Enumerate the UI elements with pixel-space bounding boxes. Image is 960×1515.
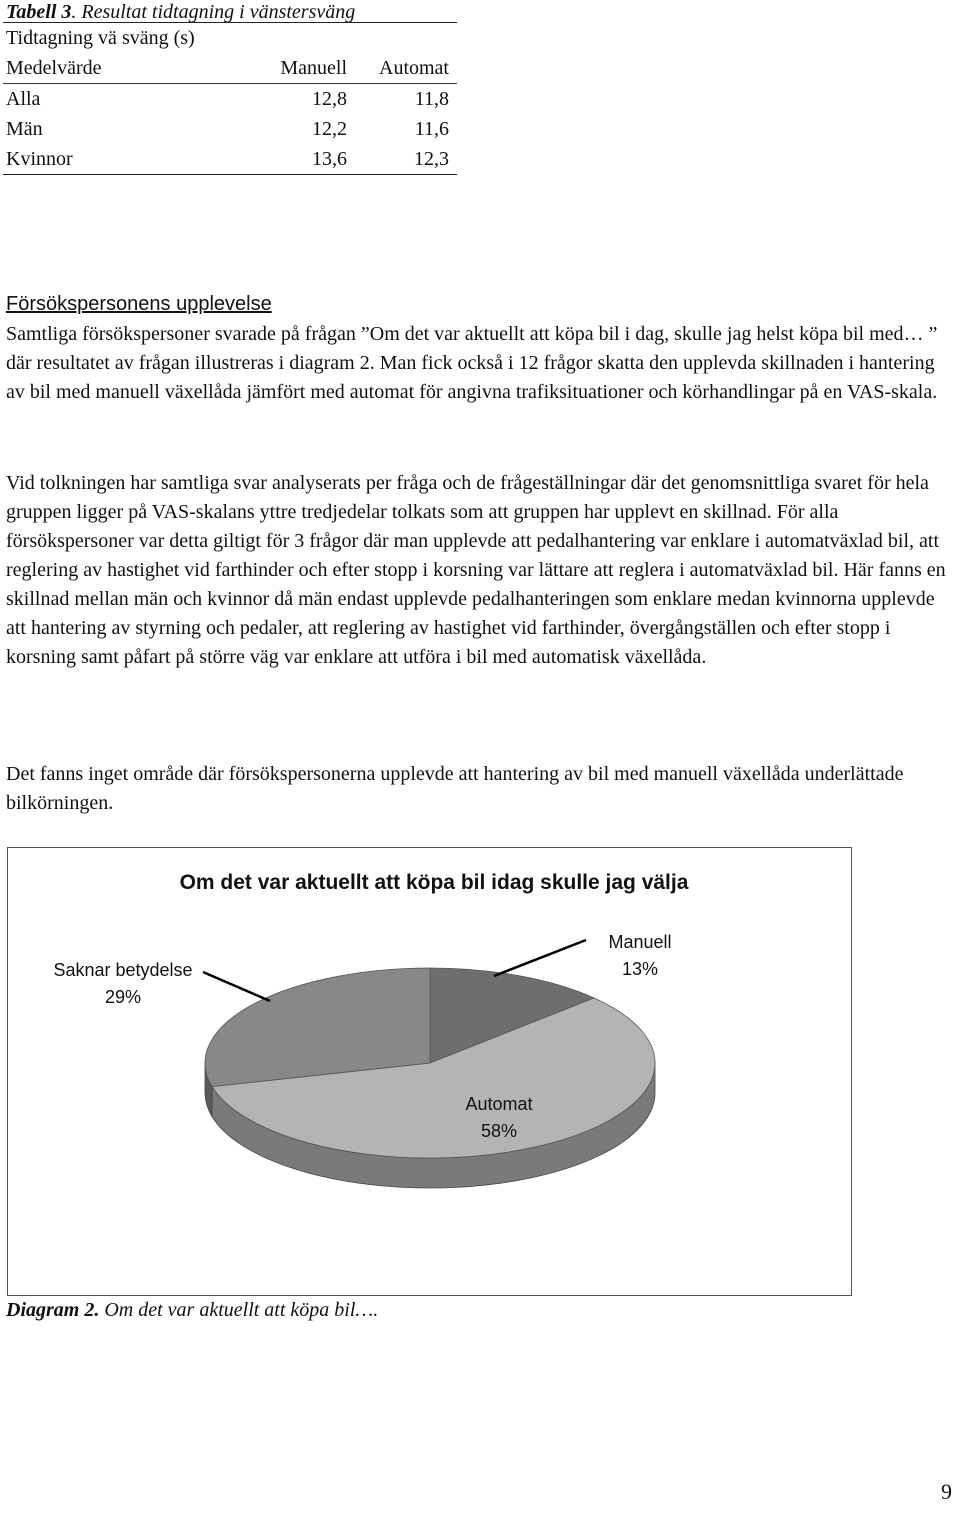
table-cell: 11,8	[414, 88, 449, 110]
table-cell: 12,8	[312, 88, 347, 110]
section-heading: Försökspersonens upplevelse	[6, 293, 272, 315]
pie-top-group	[205, 968, 655, 1158]
table-header-cell: Manuell	[280, 57, 347, 79]
diagram-caption-label: Diagram 2.	[6, 1299, 100, 1321]
table-caption	[6, 0, 355, 24]
table-caption-label: Tabell 3	[6, 1, 72, 23]
table-header-title: Tidtagning vä sväng (s)	[6, 27, 195, 49]
table-caption-text: . Resultat tidtagning i vänstersväng	[71, 1, 356, 23]
results-table	[3, 22, 457, 175]
table-header-cell: Medelvärde	[6, 57, 102, 79]
table-row	[3, 144, 457, 174]
pie-chart-svg	[8, 848, 851, 1295]
page-number: 9	[941, 1479, 952, 1504]
pie-leader-line	[203, 972, 270, 1001]
table-cell: 13,6	[312, 148, 347, 170]
table-cell: Män	[6, 118, 43, 140]
table-cell: 11,6	[414, 118, 449, 140]
table-row	[3, 84, 457, 114]
paragraph-conclusion: Det fanns inget område där försökspersonerna upplevde att hantering av bil med manuell växellåda underlättade bilkörningen.	[6, 763, 904, 814]
pie-label-percent: 29%	[104, 987, 142, 1007]
diagram-caption-text: Om det var aktuellt att köpa bil….	[99, 1299, 379, 1321]
paragraph-intro: Samtliga försökspersoner svarade på frågan ”Om det var aktuellt att köpa bil i dag, skulle jag helst köpa bil med… ” där resultatet av frågan illustreras i diagram 2. Man fick också i 12 frågor skatta den upplevda skillnaden i hantering av bil med manuell växellåda jämfört med automat för angivna trafiksituationer och körhandlingar på en VAS-skala.	[6, 323, 938, 403]
pie-label-percent: 58%	[480, 1121, 518, 1141]
table-cell: Kvinnor	[6, 148, 73, 170]
paragraph-analysis: Vid tolkningen har samtliga svar analyserats per fråga och de frågeställningar där det genomsnittliga svaret för hela gruppen ligger på VAS-skalans yttre tredjedelar tolkats som att gruppen har upplevt en skillnad. För alla försökspersoner var detta giltigt för 3 frågor där man upplevde att pedalhantering var enklare i automatväxlad bil, att reglering av hastighet vid farthinder och efter stopp i korsning var lättare att reglera i automatväxlad bil. Här fanns en skillnad mellan män och kvinnor då män endast upplevde pedalhanteringen som enklare medan kvinnorna upplevde att hantering av styrning och pedaler, att reglering av hastighet vid farthinder, övergångställen och efter stopp i korsning samt påfart på större väg var enklare att utföra i bil med automatisk växellåda.	[6, 472, 946, 668]
pie-chart	[7, 847, 852, 1296]
diagram-caption	[6, 1297, 378, 1323]
table-header-row-1	[3, 23, 457, 53]
table-cell: 12,3	[414, 148, 449, 170]
pie-label-name: Saknar betydelse	[53, 960, 193, 980]
pie-label-percent: 13%	[621, 959, 659, 979]
pie-label-name: Manuell	[608, 932, 672, 952]
table-header-cell: Automat	[379, 57, 449, 79]
chart-title: Om det var aktuellt att köpa bil idag skulle jag välja	[179, 871, 689, 894]
pie-label-name: Automat	[465, 1094, 533, 1114]
table-cell: 12,2	[312, 118, 347, 140]
table-row	[3, 114, 457, 144]
table-header-row-2	[3, 53, 457, 84]
pie-leader-line	[494, 940, 586, 976]
table-cell: Alla	[6, 88, 41, 110]
